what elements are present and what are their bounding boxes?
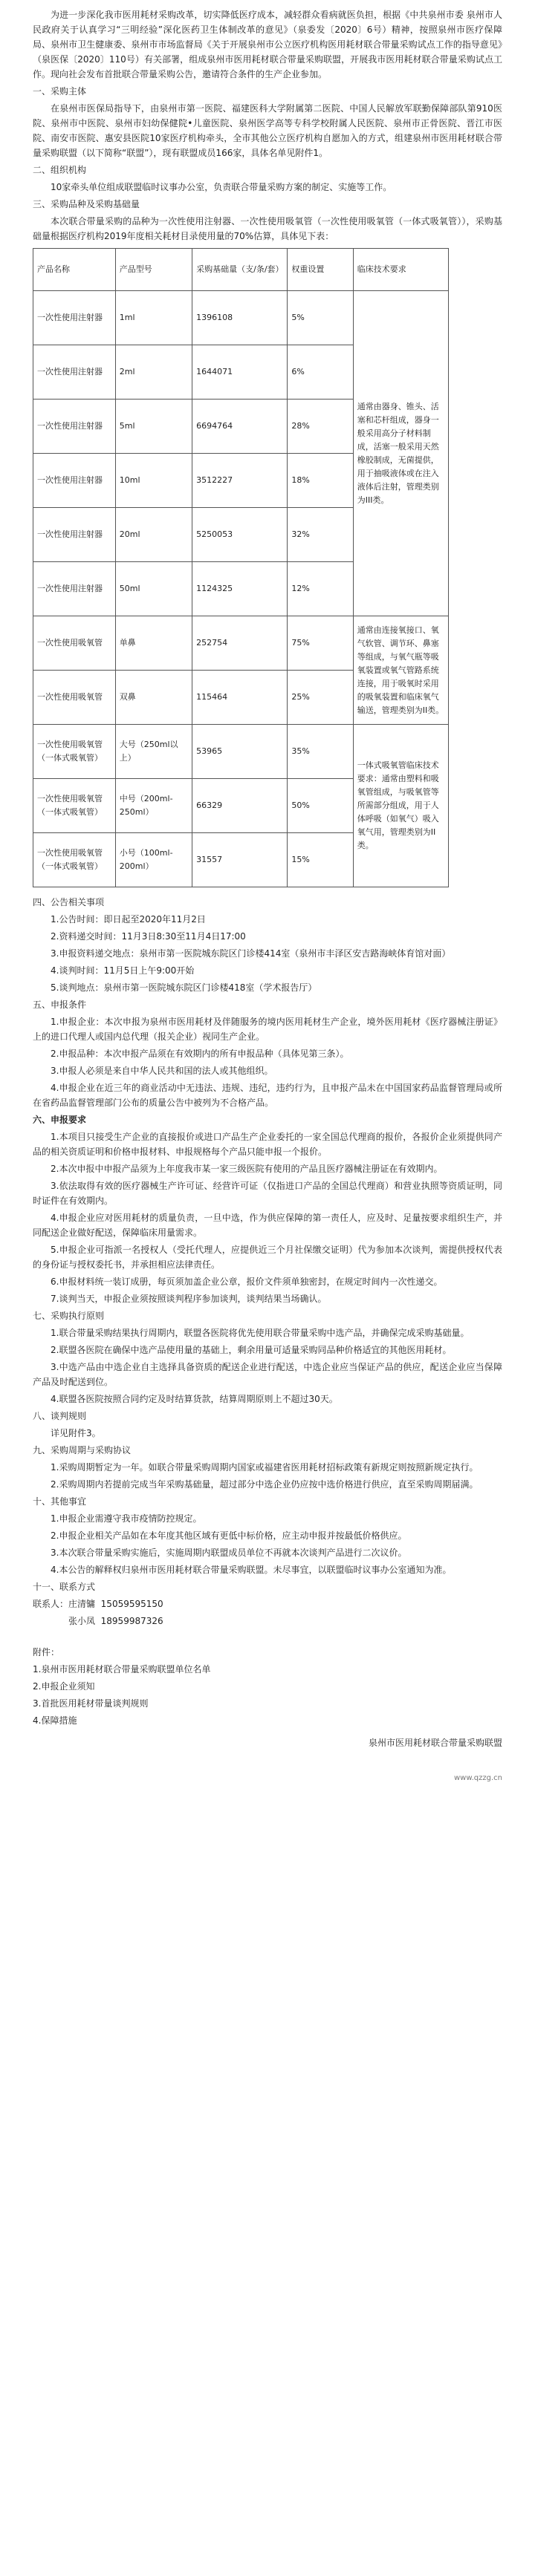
- section-5-title: 五、申报条件: [33, 1000, 87, 1010]
- section-7-item: 4.联盟各医院按照合同约定及时结算货款，结算周期原则上不超过30天。: [51, 1394, 338, 1404]
- signature: 泉州市医用耗材联合带量采购联盟: [368, 1738, 502, 1748]
- header-base-quantity: 采购基础量（支/条/套）: [192, 249, 288, 291]
- cell-product-spec: 50ml: [115, 562, 192, 616]
- table-row: [33, 725, 449, 779]
- cell-product-name: 一次性使用注射器: [33, 291, 116, 345]
- cell-product-name: 一次性使用吸氧管: [33, 616, 116, 671]
- section-6-item: 1.本项目只接受生产企业的直接报价或进口产品生产企业委托的一家全国总代理商的报价，各报价企业须提供同产品的相关资质证明和价格申报材料、申报规格每个产品只能申报一个报价。: [33, 1132, 502, 1157]
- table-row: [33, 616, 449, 671]
- cell-product-name: 一次性使用吸氧管（一体式吸氧管）: [33, 725, 116, 779]
- section-9-item: 1.采购周期暂定为一年。如联合带量采购周期内国家或福建省医用耗材招标政策有新规定则按照新规定执行。: [51, 1462, 479, 1473]
- section-6-item: 5.申报企业可指派一名授权人（受托代理人，应提供近三个月社保缴交证明）代为参加本次谈判，需提供授权代表的身份证与授权委托书，并承担相应法律责任。: [33, 1245, 502, 1270]
- cell-product-spec: 2ml: [115, 345, 192, 400]
- cell-weight: 25%: [288, 671, 353, 725]
- cell-base-quantity: 115464: [192, 671, 288, 725]
- attachment-item: 3.首批医用耗材带量谈判规则: [33, 1698, 149, 1709]
- section-2-title: 二、组织机构: [33, 165, 87, 175]
- cell-base-quantity: 1124325: [192, 562, 288, 616]
- section-8-text: 详见附件3。: [51, 1428, 101, 1438]
- contact-label: 联系人：: [33, 1599, 69, 1609]
- contact-phone: 18959987326: [100, 1616, 163, 1626]
- attachment-item: 2.申报企业须知: [33, 1681, 95, 1692]
- header-product-name: 产品名称: [33, 249, 116, 291]
- section-2-text: 10家牵头单位组成联盟临时议事办公室，负责联合带量采购方案的制定、实施等工作。: [51, 182, 392, 192]
- section-6-title: 六、申报要求: [33, 1115, 87, 1125]
- cell-product-name: 一次性使用注射器: [33, 562, 116, 616]
- cell-base-quantity: 3512227: [192, 454, 288, 508]
- cell-weight: 6%: [288, 345, 353, 400]
- section-3-text: 本次联合带量采购的品种为一次性使用注射器、一次性使用吸氧管（一次性使用吸氧管（一体式吸氧管）），采购基础量根据医疗机构2019年度相关耗材目录使用量的70%估算，具体见下表：: [33, 216, 502, 241]
- cell-product-name: 一次性使用吸氧管: [33, 671, 116, 725]
- section-10-item: 3.本次联合带量采购实施后，实施周期内联盟成员单位不再就本次谈判产品进行二次议价。: [51, 1548, 407, 1558]
- section-6-item: 7.谈判当天，申报企业须按照谈判程序参加谈判，谈判结果当场确认。: [51, 1294, 327, 1304]
- product-table: [33, 248, 449, 887]
- header-clinical-requirement: 临床技术要求: [353, 249, 448, 291]
- section-10-item: 1.申报企业需遵守我市疫情防控规定。: [51, 1513, 202, 1524]
- section-9-item: 2.采购周期内若提前完成当年采购基础量，超过部分中选企业仍应按中选价格进行供应，直至采购周期届满。: [51, 1479, 479, 1490]
- cell-weight: 5%: [288, 291, 353, 345]
- cell-weight: 28%: [288, 400, 353, 454]
- cell-base-quantity: 6694764: [192, 400, 288, 454]
- section-5-item: 2.申报品种：本次申报产品须在有效期内的所有申报品种（具体见第三条）。: [51, 1049, 349, 1059]
- cell-product-spec: 单鼻: [115, 616, 192, 671]
- section-4-title: 四、公告相关事项: [33, 897, 105, 907]
- section-6-item: 6.申报材料统一装订成册，每页须加盖企业公章，报价文件须单独密封，在规定时间内一次性递交。: [51, 1276, 443, 1287]
- cell-product-name: 一次性使用吸氧管（一体式吸氧管）: [33, 779, 116, 833]
- section-5-item: 1.申报企业：本次申报为泉州市医用耗材及伴随服务的境内医用耗材生产企业，境外医用耗材《医疗器械注册证》上的进口代理人或国内总代理（报关企业）视同生产企业。: [33, 1017, 502, 1042]
- section-10-item: 4.本公告的解释权归泉州市医用耗材联合带量采购联盟。未尽事宜，以联盟临时议事办公室通知为准。: [51, 1565, 452, 1575]
- section-5-item: 4.申报企业在近三年的商业活动中无违法、违规、违纪，违约行为，且申报产品未在中国国家药品监督管理局或所在省药品监督管理部门公布的质量公告中被列为不合格产品。: [33, 1083, 502, 1108]
- site-watermark: www.qzzg.cn: [453, 1774, 502, 1782]
- section-6-item: 3.依法取得有效的医疗器械生产许可证、经营许可证（仅指进口产品的全国总代理商）和营业执照等资质证明，同时证件在有效期内。: [33, 1181, 502, 1206]
- table-row: [33, 291, 449, 345]
- contact-name: 庄清镛: [68, 1599, 96, 1609]
- section-1-title: 一、采购主体: [33, 86, 87, 97]
- cell-product-name: 一次性使用注射器: [33, 345, 116, 400]
- cell-weight: 32%: [288, 508, 353, 562]
- cell-base-quantity: 66329: [192, 779, 288, 833]
- attachment-item: 4.保障措施: [33, 1715, 77, 1726]
- section-10-item: 2.申报企业相关产品如在本年度其他区域有更低中标价格，应主动申报并按最低价格供应。: [51, 1530, 407, 1541]
- cell-product-spec: 20ml: [115, 508, 192, 562]
- section-6-item: 2.本次申报中申报产品须为上年度我市某一家三级医院有使用的产品且医疗器械注册证在有效期内。: [51, 1164, 443, 1174]
- cell-weight: 75%: [288, 616, 353, 671]
- cell-product-spec: 双鼻: [115, 671, 192, 725]
- header-product-spec: 产品型号: [115, 249, 192, 291]
- cell-product-spec: 大号（250ml以上）: [115, 725, 192, 779]
- cell-oxygen-requirement: 通常由连接氧接口、氧气软管、调节环、鼻塞等组成，与氧气瓶等吸氧装置或氧气管路系统连接，用于吸氧时采用的吸氧装置和临床氧气输送，管理类别为II类。: [353, 616, 448, 725]
- cell-weight: 15%: [288, 833, 353, 887]
- section-7-item: 1.联合带量采购结果执行周期内，联盟各医院将优先使用联合带量采购中选产品，并确保完成采购基础量。: [51, 1328, 470, 1338]
- cell-base-quantity: 1396108: [192, 291, 288, 345]
- section-9-title: 九、采购周期与采购协议: [33, 1445, 132, 1455]
- cell-product-name: 一次性使用注射器: [33, 508, 116, 562]
- cell-product-name: 一次性使用注射器: [33, 400, 116, 454]
- cell-product-spec: 1ml: [115, 291, 192, 345]
- section-5-item: 3.申报人必须是来自中华人民共和国的法人或其他组织。: [51, 1066, 273, 1076]
- section-11-title: 十一、联系方式: [33, 1582, 96, 1592]
- cell-product-spec: 中号（200ml-250ml）: [115, 779, 192, 833]
- cell-product-name: 一次性使用注射器: [33, 454, 116, 508]
- cell-integrated-requirement: 一体式吸氧管临床技术要求：通常由塑料和吸氧管组成，与吸氧管等所需部分组成，用于人体呼吸（如氧气）吸入氧气用，管理类别为II类。: [353, 725, 448, 887]
- cell-product-spec: 10ml: [115, 454, 192, 508]
- header-weight: 权重设置: [288, 249, 353, 291]
- contact-line: [33, 1597, 502, 1611]
- cell-weight: 18%: [288, 454, 353, 508]
- section-10-title: 十、其他事宜: [33, 1496, 87, 1507]
- cell-syringe-requirement: 通常由器身、锥头、活塞和芯杆组成，器身一般采用高分子材料制成，活塞一般采用天然橡胶制成，无菌提供，用于抽吸液体或在注入液体后注射，管理类别为III类。: [353, 291, 448, 616]
- section-7-item: 2.联盟各医院在确保中选产品使用量的基础上，剩余用量可适量采购同品种价格适宜的其他医用耗材。: [51, 1345, 452, 1355]
- cell-weight: 50%: [288, 779, 353, 833]
- section-4-item: 3.申报资料递交地点：泉州市第一医院城东院区门诊楼414室（泉州市丰泽区安吉路海峡体育馆对面）: [51, 948, 451, 959]
- intro-paragraph: 为进一步深化我市医用耗材采购改革，切实降低医疗成本，减轻群众看病就医负担，根据《中共泉州市委 泉州市人民政府关于认真学习“三明经验”深化医药卫生体制改革的意见》（泉委发〔2020〕6号）精神，按照泉州市医疗保障局、泉州市卫生健康委、泉州市市场监督局《关于开展泉州市公立医疗机构医用耗材联合带量采购试点工作的指导意见》（泉医保〔2020〕110号）有关部署，组成泉州市医用耗材联合带量采购联盟，开展我市医用耗材联合带量采购试点工作。现向社会发布首批联合带量采购公告，邀请符合条件的生产企业参加。: [33, 10, 502, 79]
- cell-base-quantity: 5250053: [192, 508, 288, 562]
- attachments-label: 附件：: [33, 1647, 60, 1657]
- cell-base-quantity: 1644071: [192, 345, 288, 400]
- cell-base-quantity: 31557: [192, 833, 288, 887]
- section-7-item: 3.中选产品由中选企业自主选择具备资质的配送企业进行配送，中选企业应当保证产品的供应，配送企业应当保障产品及时配送到位。: [33, 1362, 502, 1387]
- section-3-title: 三、采购品种及采购基础量: [33, 199, 140, 209]
- cell-weight: 35%: [288, 725, 353, 779]
- cell-product-name: 一次性使用吸氧管（一体式吸氧管）: [33, 833, 116, 887]
- attachment-item: 1.泉州市医用耗材联合带量采购联盟单位名单: [33, 1664, 211, 1675]
- cell-weight: 12%: [288, 562, 353, 616]
- table-header-row: [33, 249, 449, 291]
- cell-base-quantity: 252754: [192, 616, 288, 671]
- section-6-item: 4.申报企业应对医用耗材的质量负责，一旦中选，作为供应保障的第一责任人，应及时、足量按要求组织生产，并同配送企业做好配送，保障临床用量需求。: [33, 1213, 502, 1238]
- section-7-title: 七、采购执行原则: [33, 1311, 105, 1321]
- section-1-text: 在泉州市医保局指导下，由泉州市第一医院、福建医科大学附属第二医院、中国人民解放军联勤保障部队第910医院、泉州市中医院、泉州市妇幼保健院•儿童医院、泉州医学高等专科学校附属人民医院、泉州市正骨医院、晋江市医院、南安市医院、惠安县医院10家医疗机构牵头，全市其他公立医疗机构自愿加入的方式，组建泉州市医用耗材联合带量采购联盟（以下简称“联盟”），现有联盟成员166家，具体名单见附件1。: [33, 103, 502, 158]
- cell-base-quantity: 53965: [192, 725, 288, 779]
- contact-name: 张小凤: [68, 1616, 96, 1626]
- contact-phone: 15059595150: [100, 1599, 163, 1609]
- contact-line: [33, 1614, 502, 1628]
- section-4-item: 1.公告时间：即日起至2020年11月2日: [51, 914, 206, 925]
- section-4-item: 5.谈判地点：泉州市第一医院城东院区门诊楼418室（学术报告厅）: [51, 982, 317, 993]
- cell-product-spec: 5ml: [115, 400, 192, 454]
- section-4-item: 4.谈判时间：11月5日上午9:00开始: [51, 965, 195, 976]
- section-4-item: 2.资料递交时间：11月3日8:30至11月4日17:00: [51, 931, 246, 942]
- cell-product-spec: 小号（100ml-200ml）: [115, 833, 192, 887]
- section-8-title: 八、谈判规则: [33, 1411, 87, 1421]
